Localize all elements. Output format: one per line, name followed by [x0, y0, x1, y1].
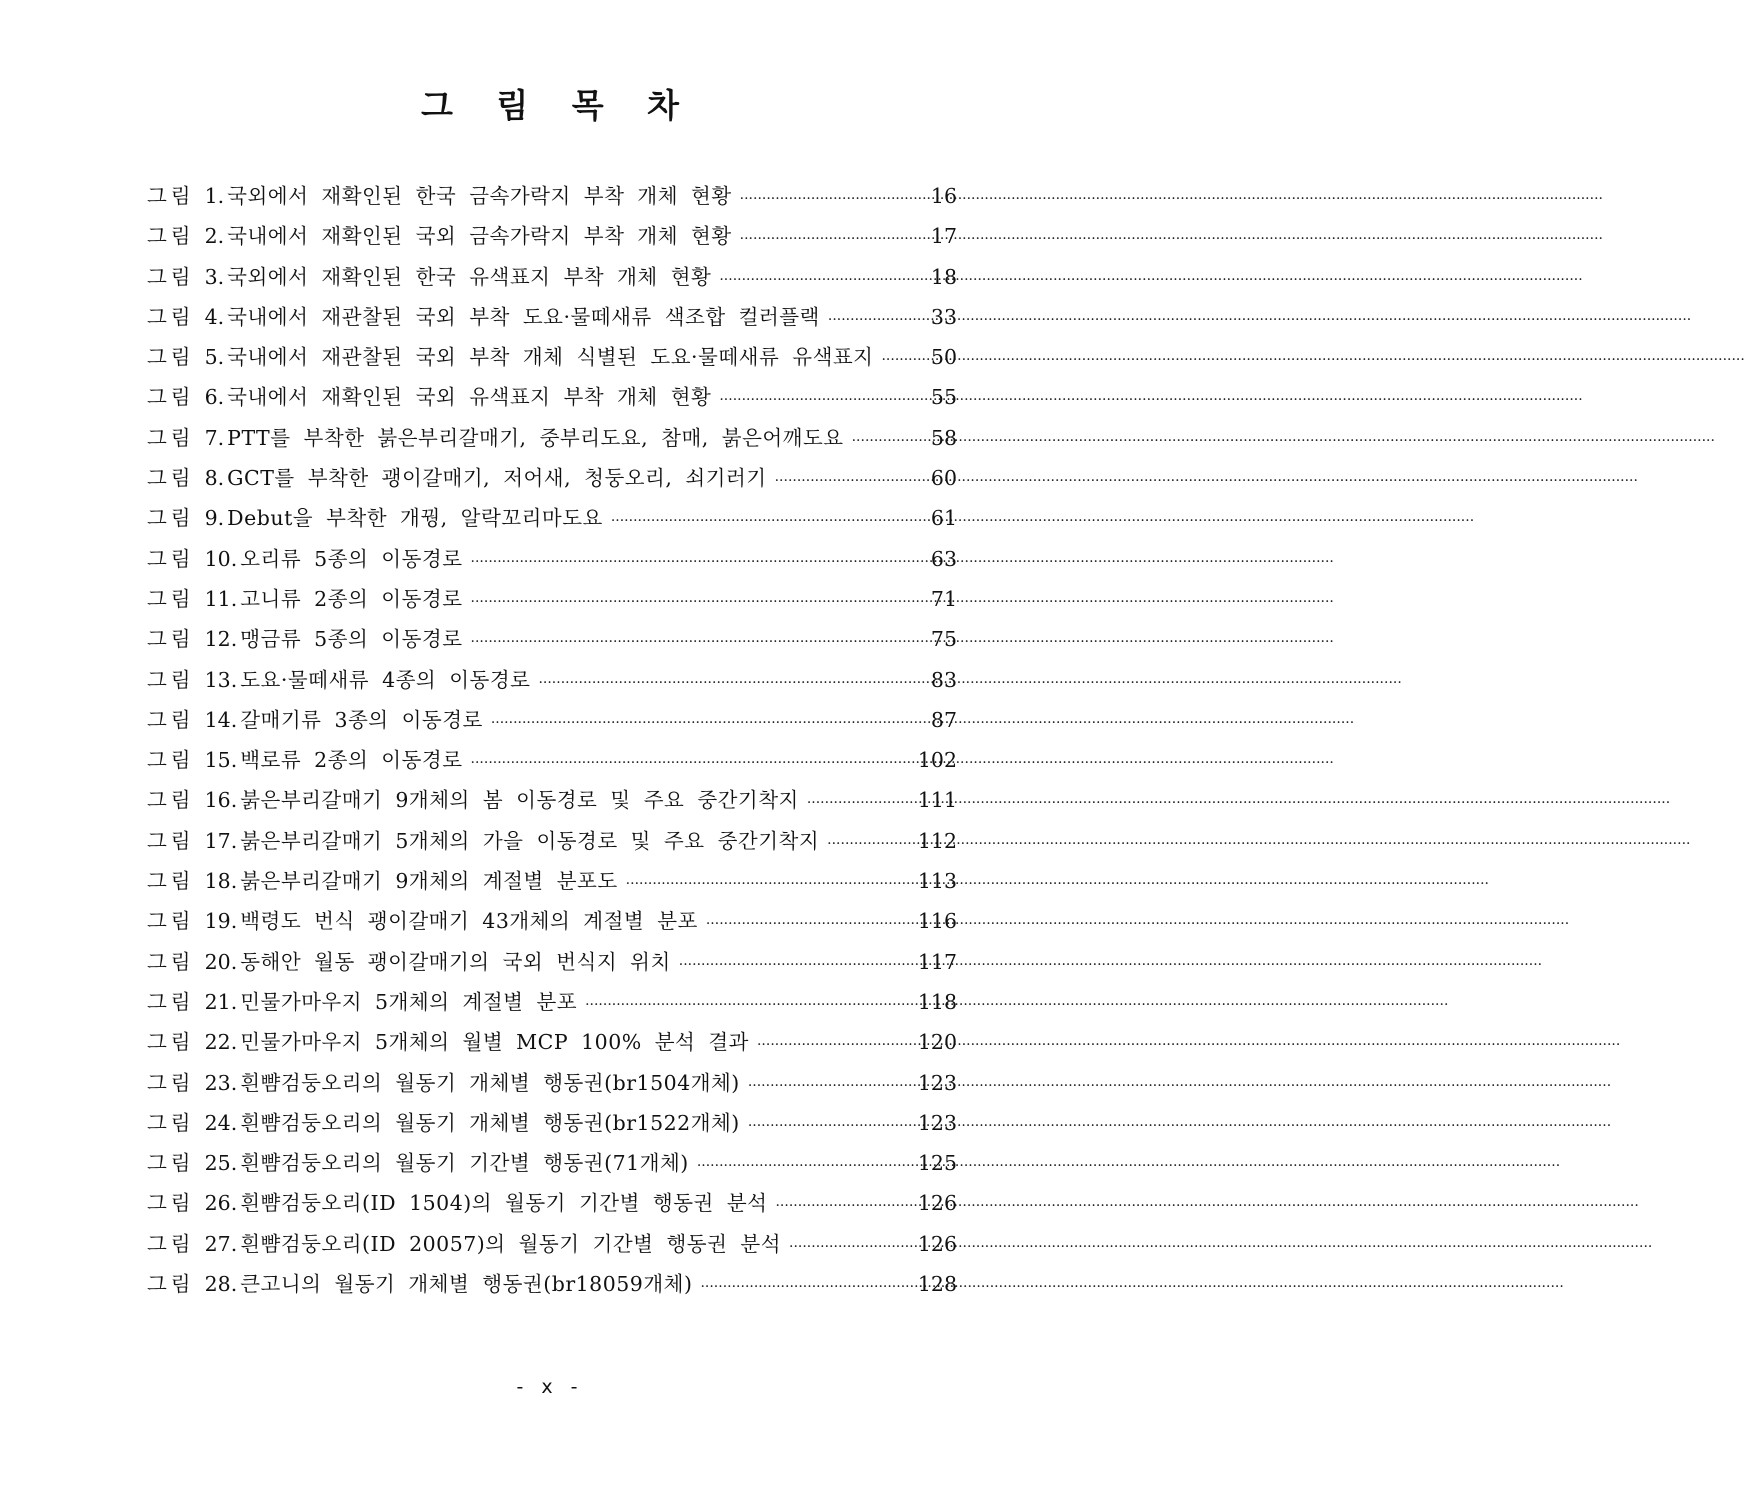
figure-label — [147, 579, 240, 619]
toc-entry[interactable] — [147, 337, 957, 377]
figure-label — [147, 176, 227, 216]
toc-entry[interactable] — [147, 1022, 957, 1062]
figure-label — [147, 1264, 240, 1304]
figure-word: 그림 — [147, 304, 195, 329]
page-number: - x - — [516, 1376, 584, 1398]
toc-entry[interactable] — [147, 377, 957, 417]
figure-word: 그림 — [147, 869, 195, 894]
figure-word: 그림 — [147, 788, 195, 813]
figure-title: 백령도 번식 괭이갈매기 43개체의 계절별 분포 — [240, 909, 698, 934]
dot-leader — [827, 824, 914, 864]
figure-list — [147, 176, 957, 1304]
figure-title: GCT를 부착한 괭이갈매기, 저어새, 청둥오리, 쇠기러기 — [227, 466, 767, 491]
figure-word: 그림 — [147, 949, 195, 974]
dot-leader — [585, 985, 914, 1025]
figure-title: 국내에서 재관찰된 국외 부착 도요·물떼새류 색조합 컬러플랙 — [227, 304, 820, 329]
page-ref: 126 — [917, 1191, 957, 1216]
figure-label — [147, 1063, 240, 1103]
figure-number: 4. — [204, 304, 225, 329]
toc-entry[interactable] — [147, 1063, 957, 1103]
toc-entry[interactable] — [147, 418, 957, 458]
figure-word: 그림 — [147, 1110, 195, 1135]
page-ref: 60 — [930, 466, 957, 491]
page-ref: 102 — [917, 748, 957, 773]
figure-word: 그림 — [147, 184, 195, 208]
dot-leader — [471, 622, 927, 662]
page-ref: 123 — [917, 1110, 957, 1135]
page-ref: 55 — [930, 385, 957, 410]
figure-number: 14. — [204, 707, 238, 732]
figure-label — [147, 216, 227, 256]
page-ref: 33 — [930, 304, 957, 329]
figure-number: 12. — [204, 627, 238, 652]
figure-number: 13. — [204, 667, 238, 692]
figure-title: 국외에서 재확인된 한국 유색표지 부착 개체 현황 — [227, 264, 712, 289]
figure-title: 고니류 2종의 이동경로 — [240, 586, 463, 611]
figure-title: 동해안 월동 괭이갈매기의 국외 번식지 위치 — [240, 949, 671, 974]
figure-number: 3. — [204, 264, 225, 289]
figure-label — [147, 1183, 240, 1223]
page-ref: 75 — [930, 627, 957, 652]
figure-title: 붉은부리갈매기 9개체의 봄 이동경로 및 주요 중간기착지 — [240, 788, 799, 813]
figure-label — [147, 418, 227, 458]
figure-title: 민물가마우지 5개체의 계절별 분포 — [240, 989, 578, 1014]
dot-leader — [719, 380, 927, 420]
dot-leader — [852, 421, 927, 461]
dot-leader — [740, 179, 927, 219]
figure-number: 23. — [204, 1070, 238, 1095]
toc-entry[interactable] — [147, 861, 957, 901]
dot-leader — [740, 219, 927, 259]
figure-label — [147, 539, 240, 579]
figure-label — [147, 861, 240, 901]
page-ref: 83 — [930, 667, 957, 692]
toc-entry[interactable] — [147, 901, 957, 941]
toc-entry[interactable] — [147, 257, 957, 297]
figure-title: 국내에서 재확인된 국외 금속가락지 부착 개체 현황 — [227, 224, 732, 249]
page-ref: 117 — [917, 949, 957, 974]
figure-label — [147, 337, 227, 377]
figure-label — [147, 982, 240, 1022]
toc-entry[interactable] — [147, 1224, 957, 1264]
figure-title: 도요·물떼새류 4종의 이동경로 — [240, 667, 531, 692]
page-ref: 58 — [930, 425, 957, 450]
figure-label — [147, 257, 227, 297]
figure-word: 그림 — [147, 1151, 195, 1176]
figure-number: 9. — [204, 506, 225, 531]
figure-title: 흰뺨검둥오리(ID 1504)의 월동기 기간별 행동권 분석 — [240, 1191, 768, 1216]
figure-title: 흰뺨검둥오리의 월동기 개체별 행동권(br1522개체) — [240, 1110, 740, 1135]
toc-entry[interactable] — [147, 821, 957, 861]
figure-number: 19. — [204, 909, 238, 934]
figure-number: 25. — [204, 1151, 238, 1176]
toc-entry[interactable] — [147, 216, 957, 256]
toc-entry[interactable] — [147, 539, 957, 579]
dot-leader — [881, 340, 926, 380]
page-ref: 125 — [917, 1151, 957, 1176]
figure-word: 그림 — [147, 909, 195, 934]
dot-leader — [719, 260, 927, 300]
figure-number: 7. — [204, 425, 225, 450]
figure-number: 6. — [204, 385, 225, 410]
figure-word: 그림 — [147, 1030, 195, 1055]
figure-title: 국내에서 재관찰된 국외 부착 개체 식별된 도요·물떼새류 유색표지 — [227, 345, 874, 370]
figure-title: 국내에서 재확인된 국외 유색표지 부착 개체 현황 — [227, 385, 712, 410]
dot-leader — [706, 904, 914, 944]
figure-label — [147, 1224, 240, 1264]
toc-entry[interactable] — [147, 579, 957, 619]
figure-label — [147, 377, 227, 417]
figure-word: 그림 — [147, 1272, 195, 1297]
page-ref: 123 — [917, 1070, 957, 1095]
figure-label — [147, 821, 240, 861]
figure-number: 18. — [204, 869, 238, 894]
figure-word: 그림 — [147, 748, 195, 773]
figure-number: 24. — [204, 1110, 238, 1135]
figure-number: 21. — [204, 989, 238, 1014]
dot-leader — [775, 461, 927, 501]
page-ref: 116 — [917, 909, 957, 934]
figure-label — [147, 458, 227, 498]
toc-entry[interactable] — [147, 176, 957, 216]
figure-label — [147, 660, 240, 700]
dot-leader — [471, 743, 914, 783]
dot-leader — [626, 864, 914, 904]
page-ref: 126 — [917, 1231, 957, 1256]
figure-number: 28. — [204, 1272, 238, 1297]
figure-word: 그림 — [147, 1231, 195, 1256]
figure-title: 흰뺨검둥오리의 월동기 개체별 행동권(br1504개체) — [240, 1070, 740, 1095]
toc-entry[interactable] — [147, 740, 957, 780]
figure-label — [147, 942, 240, 982]
figure-number: 26. — [204, 1191, 238, 1216]
figure-word: 그림 — [147, 546, 195, 571]
figure-label — [147, 1103, 240, 1143]
figure-word: 그림 — [147, 264, 195, 289]
figure-title: 붉은부리갈매기 5개체의 가을 이동경로 및 주요 중간기착지 — [240, 828, 820, 853]
dot-leader — [679, 945, 914, 985]
figure-number: 10. — [204, 546, 238, 571]
figure-label — [147, 901, 240, 941]
page-ref: 87 — [930, 707, 957, 732]
dot-leader — [748, 1106, 914, 1146]
figure-word: 그림 — [147, 466, 195, 491]
figure-label — [147, 740, 240, 780]
toc-entry[interactable] — [147, 1183, 957, 1223]
figure-title: 백로류 2종의 이동경로 — [240, 748, 463, 773]
figure-label — [147, 498, 227, 538]
toc-entry[interactable] — [147, 700, 957, 740]
figure-label — [147, 780, 240, 820]
dot-leader — [471, 542, 927, 582]
page-ref: 17 — [930, 224, 957, 249]
figure-title: PTT를 부착한 붉은부리갈매기, 중부리도요, 참매, 붉은어깨도요 — [227, 425, 844, 450]
page-ref: 120 — [917, 1030, 957, 1055]
dot-leader — [538, 663, 926, 703]
page-ref: 113 — [917, 869, 957, 894]
figure-word: 그림 — [147, 667, 195, 692]
figure-title: 민물가마우지 5개체의 월별 MCP 100% 분석 결과 — [240, 1030, 749, 1055]
dot-leader — [775, 1186, 913, 1226]
figure-word: 그림 — [147, 989, 195, 1014]
toc-entry[interactable] — [147, 458, 957, 498]
toc-entry[interactable] — [147, 297, 957, 337]
figure-label — [147, 297, 227, 337]
toc-entry[interactable] — [147, 1143, 957, 1183]
page-title: 그 림 목 차 — [421, 86, 695, 125]
dot-leader — [471, 582, 927, 622]
figure-number: 2. — [204, 224, 225, 249]
figure-title: 큰고니의 월동기 개체별 행동권(br18059개체) — [240, 1272, 693, 1297]
figure-number: 1. — [204, 184, 225, 208]
toc-entry[interactable] — [147, 660, 957, 700]
figure-word: 그림 — [147, 425, 195, 450]
figure-number: 5. — [204, 345, 225, 370]
figure-number: 27. — [204, 1231, 238, 1256]
toc-entry[interactable] — [147, 1264, 957, 1304]
figure-title: 맹금류 5종의 이동경로 — [240, 627, 463, 652]
toc-entry[interactable] — [147, 942, 957, 982]
page-ref: 128 — [917, 1272, 957, 1297]
figure-label — [147, 1022, 240, 1062]
figure-title: 흰뺨검둥오리(ID 20057)의 월동기 기간별 행동권 분석 — [240, 1231, 781, 1256]
figure-label — [147, 700, 240, 740]
dot-leader — [748, 1066, 914, 1106]
dot-leader — [828, 300, 927, 340]
page-ref: 18 — [930, 264, 957, 289]
page-ref: 111 — [917, 788, 957, 813]
figure-word: 그림 — [147, 828, 195, 853]
figure-word: 그림 — [147, 385, 195, 410]
figure-number: 20. — [204, 949, 238, 974]
figure-number: 16. — [204, 788, 238, 813]
figure-number: 17. — [204, 828, 238, 853]
toc-entry[interactable] — [147, 982, 957, 1022]
page-ref: 61 — [930, 506, 957, 531]
figure-number: 8. — [204, 466, 225, 491]
figure-title: 오리류 5종의 이동경로 — [240, 546, 463, 571]
figure-number: 22. — [204, 1030, 238, 1055]
toc-entry[interactable] — [147, 498, 957, 538]
page-ref: 16 — [930, 184, 957, 208]
figure-title: 국외에서 재확인된 한국 금속가락지 부착 개체 현황 — [227, 184, 732, 208]
dot-leader — [611, 501, 927, 541]
figure-word: 그림 — [147, 627, 195, 652]
figure-title: 갈매기류 3종의 이동경로 — [240, 707, 483, 732]
toc-entry[interactable] — [147, 1103, 957, 1143]
figure-word: 그림 — [147, 506, 195, 531]
page-ref: 112 — [917, 828, 957, 853]
toc-entry[interactable] — [147, 619, 957, 659]
figure-word: 그림 — [147, 707, 195, 732]
page-ref: 63 — [930, 546, 957, 571]
figure-number: 11. — [204, 586, 238, 611]
figure-word: 그림 — [147, 224, 195, 249]
figure-title: 붉은부리갈매기 9개체의 계절별 분포도 — [240, 869, 618, 894]
figure-word: 그림 — [147, 1070, 195, 1095]
figure-word: 그림 — [147, 586, 195, 611]
dot-leader — [807, 783, 914, 823]
figure-title: Debut을 부착한 개꿩, 알락꼬리마도요 — [227, 506, 603, 531]
page-ref: 71 — [930, 586, 957, 611]
page-ref: 118 — [917, 989, 957, 1014]
figure-label — [147, 619, 240, 659]
dot-leader — [491, 703, 927, 743]
dot-leader — [697, 1146, 914, 1186]
figure-word: 그림 — [147, 1191, 195, 1216]
figure-number: 15. — [204, 748, 238, 773]
toc-entry[interactable] — [147, 780, 957, 820]
dot-leader — [789, 1227, 914, 1267]
figure-label — [147, 1143, 240, 1183]
figure-title: 흰뺨검둥오리의 월동기 기간별 행동권(71개체) — [240, 1151, 689, 1176]
dot-leader — [757, 1025, 914, 1065]
figure-word: 그림 — [147, 345, 195, 370]
dot-leader — [700, 1267, 913, 1307]
page-ref: 50 — [930, 345, 957, 370]
